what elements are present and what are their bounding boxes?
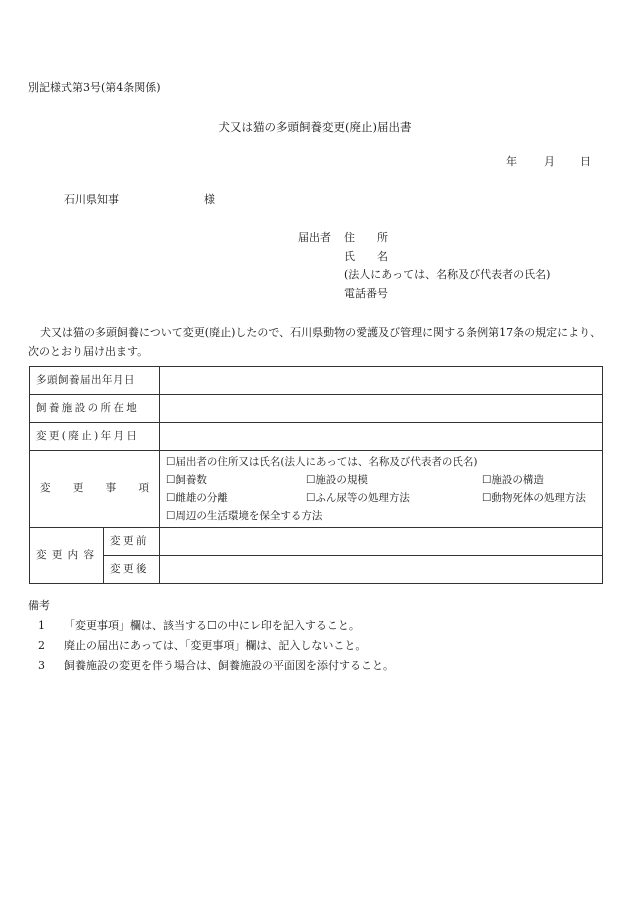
submitter-name-label: 氏 名 bbox=[344, 250, 388, 263]
checkbox-icon[interactable]: ☐ bbox=[166, 492, 176, 504]
submitter-corporate-note: (法人にあっては、名称及び代表者の氏名) bbox=[344, 268, 551, 281]
change-items-checklist bbox=[160, 451, 603, 528]
date-month: 月 bbox=[544, 155, 555, 168]
checkbox-submitter-address-name[interactable]: ☐届出者の住所又は氏名(法人にあっては、名称及び代表者の氏名) bbox=[166, 456, 478, 468]
checkbox-icon[interactable]: ☐ bbox=[306, 474, 316, 486]
checkbox-animal-count[interactable]: ☐飼養数 bbox=[166, 474, 207, 486]
checkbox-icon[interactable]: ☐ bbox=[166, 474, 176, 486]
checkbox-icon[interactable]: ☐ bbox=[306, 492, 316, 504]
form-number: 別記様式第3号(第4条関係) bbox=[28, 81, 161, 94]
checkbox-icon[interactable]: ☐ bbox=[482, 474, 492, 486]
row-label-after: 変更後 bbox=[104, 556, 160, 584]
notes-section bbox=[28, 596, 394, 676]
row-label-change-content: 変 更 内 容 bbox=[30, 528, 104, 584]
row-label-registration-date: 多頭飼養届出年月日 bbox=[30, 367, 160, 395]
table-row bbox=[30, 367, 603, 395]
row-label-change-items: 変 更 事 項 bbox=[30, 451, 160, 528]
table-row bbox=[30, 451, 603, 528]
checkbox-facility-scale[interactable]: ☐施設の規模 bbox=[306, 474, 368, 486]
checkbox-icon[interactable]: ☐ bbox=[166, 456, 176, 468]
addressee-honorific: 様 bbox=[204, 193, 215, 206]
addressee-name: 石川県知事 bbox=[64, 193, 119, 206]
before-change-field[interactable] bbox=[160, 528, 603, 556]
submitter-address-label: 住 所 bbox=[344, 231, 388, 244]
document-title: 犬又は猫の多頭飼養変更(廃止)届出書 bbox=[218, 120, 412, 134]
submitter-block bbox=[298, 231, 618, 311]
after-change-field[interactable] bbox=[160, 556, 603, 584]
registration-date-field[interactable] bbox=[160, 367, 603, 395]
date-year: 年 bbox=[506, 155, 517, 168]
note-item: 2 廃止の届出にあっては、「変更事項」欄は、記入しないこと。 bbox=[38, 639, 367, 652]
checkbox-facility-structure[interactable]: ☐施設の構造 bbox=[482, 474, 544, 486]
checkbox-icon[interactable]: ☐ bbox=[166, 510, 176, 522]
submitter-label: 届出者 bbox=[298, 231, 331, 244]
table-row bbox=[30, 423, 603, 451]
checkbox-sex-separation[interactable]: ☐雌雄の分離 bbox=[166, 492, 228, 504]
row-label-before: 変更前 bbox=[104, 528, 160, 556]
facility-location-field[interactable] bbox=[160, 395, 603, 423]
checkbox-icon[interactable]: ☐ bbox=[482, 492, 492, 504]
table-row bbox=[30, 556, 603, 584]
declaration-text: 犬又は猫の多頭飼養について変更(廃止)したので、石川県動物の愛護及び管理に関する条例第17条の規定により、次のとおり届け出ます。 bbox=[28, 326, 602, 358]
row-label-facility-location: 飼養施設の所在地 bbox=[30, 395, 160, 423]
row-label-change-date: 変更(廃止)年月日 bbox=[30, 423, 160, 451]
change-date-field[interactable] bbox=[160, 423, 603, 451]
date-day: 日 bbox=[580, 155, 591, 168]
checkbox-waste-disposal[interactable]: ☐ふん尿等の処理方法 bbox=[306, 492, 410, 504]
note-item: 1 「変更事項」欄は、該当する☐の中にレ印を記入すること。 bbox=[38, 619, 360, 632]
notes-heading: 備考 bbox=[28, 599, 50, 612]
checkbox-environment-conservation[interactable]: ☐周辺の生活環境を保全する方法 bbox=[166, 510, 323, 522]
checkbox-carcass-disposal[interactable]: ☐動物死体の処理方法 bbox=[482, 492, 586, 504]
notification-table bbox=[29, 366, 603, 584]
table-row bbox=[30, 528, 603, 556]
table-row bbox=[30, 395, 603, 423]
note-item: 3 飼養施設の変更を伴う場合は、飼養施設の平面図を添付すること。 bbox=[38, 659, 394, 672]
submitter-phone-label: 電話番号 bbox=[344, 287, 388, 300]
